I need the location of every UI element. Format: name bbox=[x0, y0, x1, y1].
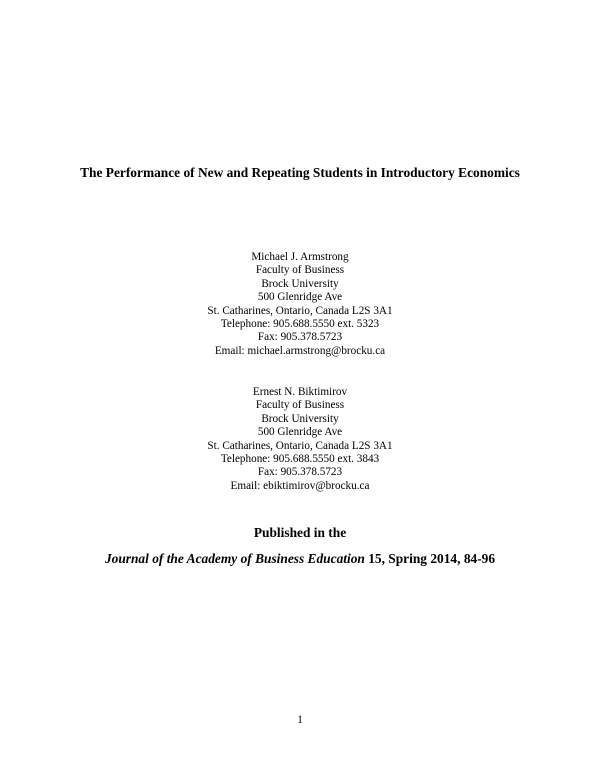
author-email: Email: ebiktimirov@brocku.ca bbox=[230, 479, 370, 492]
author-telephone: Telephone: 905.688.5550 ext. 5323 bbox=[220, 318, 380, 331]
author-street: 500 Glenridge Ave bbox=[257, 291, 343, 304]
author-fax: Fax: 905.378.5723 bbox=[257, 331, 343, 344]
author-city: St. Catharines, Ontario, Canada L2S 3A1 bbox=[207, 439, 393, 452]
published-in-label: Published in the bbox=[253, 525, 347, 540]
author-city: St. Catharines, Ontario, Canada L2S 3A1 bbox=[207, 304, 393, 317]
author-institution: Brock University bbox=[261, 277, 339, 290]
author-institution: Brock University bbox=[261, 412, 339, 425]
author-name: Michael J. Armstrong bbox=[251, 251, 349, 263]
paper-title: The Performance of New and Repeating Students in Introductory Economics bbox=[80, 165, 520, 180]
author-block-1 bbox=[0, 251, 600, 358]
author-fax: Fax: 905.378.5723 bbox=[257, 466, 343, 479]
author-department: Faculty of Business bbox=[255, 264, 345, 277]
author-name: Ernest N. Biktimirov bbox=[252, 386, 348, 398]
author-email: Email: michael.armstrong@brocku.ca bbox=[214, 344, 386, 357]
journal-citation bbox=[0, 550, 600, 568]
page-number: 1 bbox=[297, 714, 303, 726]
author-telephone: Telephone: 905.688.5550 ext. 3843 bbox=[220, 453, 380, 466]
author-street: 500 Glenridge Ave bbox=[257, 426, 343, 439]
journal-details: 15, Spring 2014, 84-96 bbox=[364, 551, 496, 566]
journal-name: Journal of the Academy of Business Education bbox=[104, 551, 365, 566]
author-block-2 bbox=[0, 386, 600, 493]
author-department: Faculty of Business bbox=[255, 399, 345, 412]
